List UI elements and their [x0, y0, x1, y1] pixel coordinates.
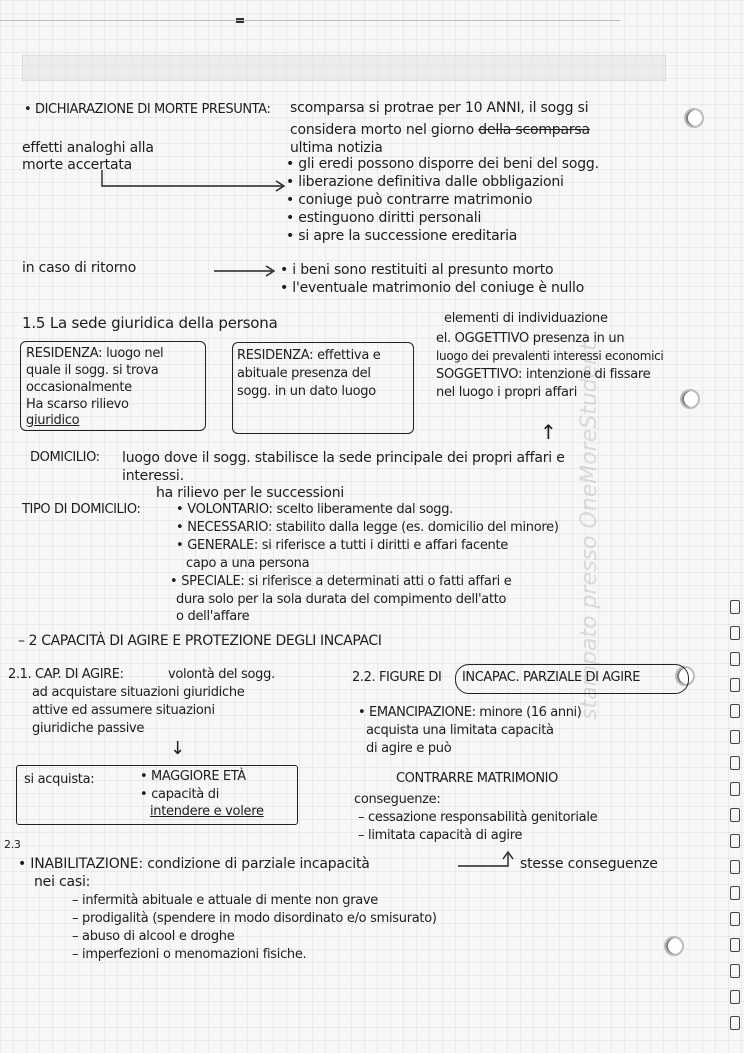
spiral-ring: [730, 886, 740, 900]
elements-line: nel luogo i propri affari: [436, 385, 578, 400]
residenza-2-line: sogg. in un dato luogo: [237, 384, 376, 399]
spiral-ring: [730, 730, 740, 744]
return-bullet: • i beni sono restituiti al presunto morto: [280, 262, 554, 278]
residenza-1-line: occasionalmente: [26, 380, 132, 395]
section-2-2-title: 2.2. FIGURE DI: [352, 670, 442, 685]
residenza-2-line: RESIDENZA: effettiva e: [237, 348, 381, 363]
effects-line1: effetti analoghi alla: [22, 140, 154, 156]
page-top-band: [22, 55, 666, 81]
death-line2-c: della scomparsa: [478, 122, 590, 138]
domicilio-line: interessi.: [122, 468, 184, 484]
tipo-line: • VOLONTARIO: scelto liberamente dal sogg.: [176, 502, 453, 517]
s21-line: volontà del sogg.: [168, 667, 275, 682]
section-1-5-title: 1.5 La sede giuridica della persona: [22, 314, 278, 332]
death-line2: [290, 122, 590, 138]
elements-line: elementi di individuazione: [444, 311, 608, 326]
conseguenze-item: – cessazione responsabilità genitoriale: [358, 810, 598, 825]
spiral-ring: [730, 782, 740, 796]
tipo-line: o dell'affare: [176, 609, 250, 624]
down-arrow-icon: ↓: [170, 738, 186, 759]
acquisto-item: • MAGGIORE ETÀ: [140, 769, 246, 784]
effects-arrow: [100, 168, 290, 194]
residenza-1-line: RESIDENZA: luogo nel: [26, 346, 164, 361]
section-2-1-title: 2.1. CAP. DI AGIRE:: [8, 667, 124, 682]
death-title: • DICHIARAZIONE DI MORTE PRESUNTA:: [24, 102, 271, 117]
tipo-line: dura solo per la sola durata del compimento dell'atto: [176, 592, 507, 607]
residenza-1-line: giuridico: [26, 413, 80, 428]
domicilio-label: DOMICILIO:: [30, 450, 100, 465]
inabilitazione-item: – infermità abituale e attuale di mente non grave: [72, 893, 379, 908]
elements-line: SOGGETTIVO: intenzione di fissare: [436, 367, 651, 382]
domicilio-line: ha rilievo per le successioni: [156, 485, 345, 501]
spiral-ring: [730, 756, 740, 770]
inabilitazione-item: – abuso di alcool e droghe: [72, 929, 235, 944]
tipo-line: capo a una persona: [186, 556, 310, 571]
arrow-up-icon: ↑: [540, 420, 557, 444]
section-2-3-num: 2.3: [4, 838, 21, 851]
tipo-domicilio-label: TIPO DI DOMICILIO:: [22, 502, 141, 517]
death-line3: ultima notizia: [290, 140, 383, 156]
spiral-ring: [730, 938, 740, 952]
tipo-line: • NECESSARIO: stabilito dalla legge (es. domicilio del minore): [176, 520, 559, 535]
death-bullet: • coniuge può contrarre matrimonio: [286, 192, 533, 208]
conseguenze-item: – limitata capacità di agire: [358, 828, 523, 843]
spiral-ring: [730, 600, 740, 614]
s21-line: ad acquistare situazioni giuridiche: [32, 685, 245, 700]
spiral-ring: [730, 912, 740, 926]
residenza-2-line: abituale presenza del: [237, 366, 371, 381]
inabilitazione-title: • INABILITAZIONE: condizione di parziale incapacità: [18, 856, 370, 872]
residenza-1-line: quale il sogg. si trova: [26, 363, 159, 378]
acquisto-label: si acquista:: [24, 772, 95, 787]
spiral-ring: [730, 652, 740, 666]
inabilitazione-item: – prodigalità (spendere in modo disordinato e/o smisurato): [72, 911, 437, 926]
inabilitazione-arrow: [456, 850, 516, 872]
punch-hole: [664, 936, 684, 956]
tipo-line: • GENERALE: si riferisce a tutti i diritti e affari facente: [176, 538, 508, 553]
return-label: in caso di ritorno: [22, 260, 137, 276]
inabilitazione-item: – imperfezioni o menomazioni fisiche.: [72, 947, 307, 962]
effects-line2: morte accertata: [22, 157, 132, 173]
residenza-1-line: Ha scarso rilievo: [26, 397, 129, 412]
spiral-ring: [730, 860, 740, 874]
emancipazione-line: acquista una limitata capacità: [366, 723, 554, 738]
conseguenze-label: conseguenze:: [354, 792, 441, 807]
contrarre-matrimonio: CONTRARRE MATRIMONIO: [396, 771, 558, 786]
emancipazione-line: • EMANCIPAZIONE: minore (16 anni): [358, 705, 582, 720]
spiral-ring: [730, 678, 740, 692]
domicilio-line: luogo dove il sogg. stabilisce la sede principale dei propri affari e: [122, 450, 565, 466]
spiral-ring: [730, 990, 740, 1004]
elements-line: luogo dei prevalenti interessi economici: [436, 349, 664, 363]
spiral-ring: [730, 808, 740, 822]
death-bullet: • gli eredi possono disporre dei beni del sogg.: [286, 156, 599, 172]
death-line2-a: considera: [290, 122, 357, 138]
punch-hole: [680, 389, 700, 409]
incapac-label: INCAPAC. PARZIALE DI AGIRE: [462, 670, 641, 685]
page-top-rule: [0, 20, 620, 21]
s21-line: giuridiche passive: [32, 721, 145, 736]
spiral-ring: [730, 626, 740, 640]
death-bullet: • estinguono diritti personali: [286, 210, 482, 226]
emancipazione-line: di agire e può: [366, 741, 452, 756]
death-bullet: • si apre la successione ereditaria: [286, 228, 518, 244]
watermark: stampato presso OneMoreStudent: [577, 342, 602, 720]
acquisto-item: intendere e volere: [150, 804, 264, 819]
spiral-ring: [730, 1016, 740, 1030]
spiral-ring: [730, 704, 740, 718]
nei-casi: nei casi:: [34, 874, 91, 890]
spiral-ring: [730, 834, 740, 848]
section-2-title: – 2 CAPACITÀ DI AGIRE E PROTEZIONE DEGLI INCAPACI: [18, 633, 382, 649]
return-bullet: • l'eventuale matrimonio del coniuge è nullo: [280, 280, 585, 296]
stesse-conseguenze: stesse conseguenze: [520, 856, 658, 872]
acquisto-item: • capacità di: [140, 787, 220, 802]
spiral-ring: [730, 964, 740, 978]
s21-line: attive ed assumere situazioni: [32, 703, 215, 718]
death-line2-b: morto nel giorno: [360, 122, 475, 138]
death-line1: scomparsa si protrae per 10 ANNI, il sogg si: [290, 100, 589, 116]
elements-line: el. OGGETTIVO presenza in un: [436, 331, 625, 346]
return-arrow: [212, 264, 278, 278]
death-bullet: • liberazione definitiva dalle obbligazioni: [286, 174, 564, 190]
tipo-line: • SPECIALE: si riferisce a determinati atti o fatti affari e: [170, 574, 512, 589]
punch-hole: [684, 108, 704, 128]
